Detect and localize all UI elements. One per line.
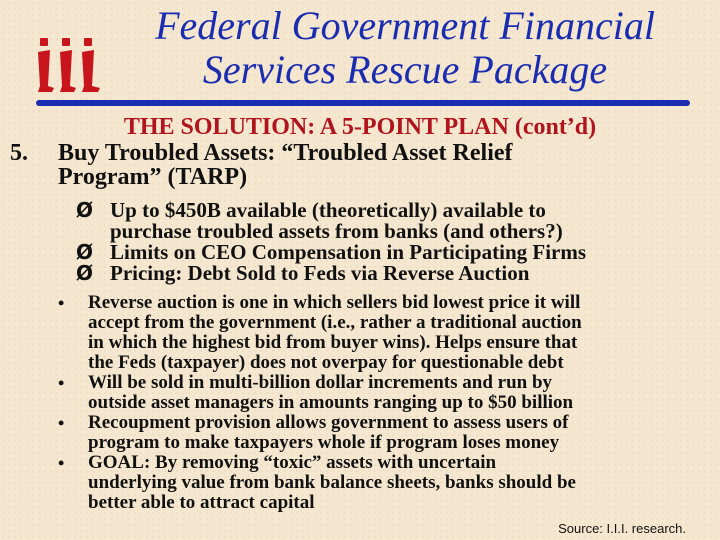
bullet-dot-icon: • [58,293,65,313]
point-heading-text [58,141,698,189]
bullet-line: better able to attract capital [88,492,315,513]
title-divider [36,100,690,106]
arrow-bullet-icon: Ø [76,240,94,264]
iii-logo-icon [36,36,104,94]
arrow-bullet-icon: Ø [76,261,94,285]
bullet-line: Reverse auction is one in which sellers bid lowest price it will [88,292,581,313]
bullet-line: the Feds (taxpayer) does not overpay for questionable debt [88,352,564,373]
arrow-bullet-icon: Ø [76,198,94,222]
point-number: 5. [10,140,28,166]
bullet-line: GOAL: By removing “toxic” assets with uncertain [88,452,497,473]
bullet-line: program to make taxpayers whole if program loses money [88,432,560,453]
arrow-list [76,200,710,284]
arrow-item [76,200,710,242]
arrow-item-line: Up to $450B available (theoretically) available to [110,198,546,222]
bullet-item [58,292,713,373]
bullet-dot-icon: • [58,453,65,473]
section-subtitle: THE SOLUTION: A 5-POINT PLAN (cont’d) [123,114,597,140]
bullet-item [58,372,713,413]
bullet-line: Recoupment provision allows government to assess users of [88,412,569,433]
bullet-dot-icon: • [58,413,65,433]
title-line-2: Services Rescue Package [202,47,608,92]
bullet-line: outside asset managers in amounts ranging up to $50 billion [88,392,574,413]
arrow-item-line: Pricing: Debt Sold to Feds via Reverse Auction [110,261,530,285]
title-line-1: Federal Government Financial [155,3,655,48]
arrow-item [76,263,710,284]
bullet-list [58,292,713,513]
arrow-item-line: Limits on CEO Compensation in Participating Firms [110,240,587,264]
bullet-line: Will be sold in multi-billion dollar increments and run by [88,372,553,393]
arrow-item [76,242,710,263]
heading-line-2: Program” (TARP) [58,164,248,190]
arrow-item-line: purchase troubled assets from banks (and others?) [110,219,563,243]
bullet-line: underlying value from bank balance sheets, banks should be [88,472,576,493]
bullet-item [58,412,713,453]
bullet-line: accept from the government (i.e., rather a traditional auction [88,312,582,333]
source-note: Source: I.I.I. research. [558,521,686,536]
bullet-dot-icon: • [58,373,65,393]
heading-line-1: Buy Troubled Assets: “Troubled Asset Relief [58,140,513,166]
page-title [110,4,700,92]
bullet-item [58,452,713,513]
bullet-line: in which the highest bid from buyer wins). Helps ensure that [88,332,578,353]
